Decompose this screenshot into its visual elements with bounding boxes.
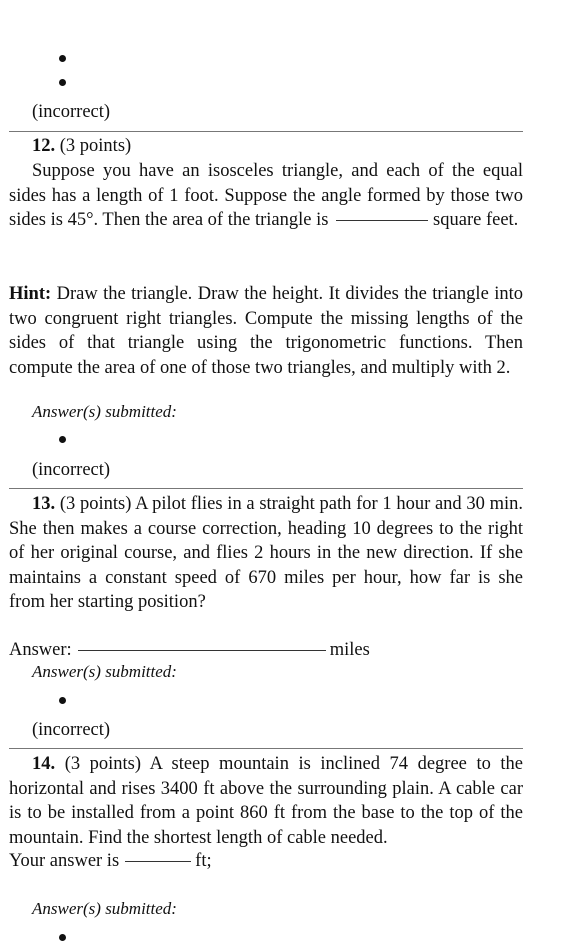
question-text — [9, 752, 523, 850]
question-header — [32, 134, 131, 159]
question-number: 13. — [32, 494, 56, 514]
status-text: (incorrect) — [32, 720, 111, 740]
list-bullet — [59, 436, 66, 443]
question-divider — [9, 131, 523, 132]
answer-blank[interactable] — [125, 860, 191, 862]
hint-block — [9, 282, 523, 380]
answer-unit: miles — [329, 640, 370, 660]
list-bullet — [59, 697, 66, 704]
question-body: A pilot flies in a straight path for 1 hour and 30 min. She then makes a course correction, heading 10 degrees to the right of her original course, and flies 2 hours in the new direction. If she maintains a constant speed of 670 miles per hour, how far is she from her starting position? — [9, 494, 524, 613]
answer-label: Answer: — [9, 640, 72, 660]
answer-row — [9, 849, 212, 874]
hint-label: Hint: — [9, 284, 52, 304]
question-divider — [9, 488, 523, 489]
answer-prefix: Your answer is — [9, 851, 120, 871]
answer-row — [9, 638, 370, 663]
list-bullet — [59, 79, 66, 86]
question-points: (3 points) — [59, 494, 132, 514]
question-text — [9, 492, 523, 615]
status-text: (incorrect) — [32, 460, 111, 480]
answer-blank[interactable] — [336, 219, 428, 221]
question-points: (3 points) — [59, 136, 132, 156]
submitted-label: Answer(s) submitted: — [32, 402, 177, 421]
question-body: A steep mountain is inclined 74 degree to the horizontal and rises 3400 ft above the surrounding plain. A cable car is to be installed from a point 860 ft from the base to the top of the mountain. Find the shortest length of cable needed. — [9, 754, 523, 848]
question-number: 12. — [32, 136, 56, 156]
status-text: (incorrect) — [32, 102, 111, 122]
submitted-label: Answer(s) submitted: — [32, 662, 177, 681]
question-body: Suppose you have an isosceles triangle, and each of the equal sides has a length of 1 foot. Suppose the angle formed by those two sides is 45°. Then the area of the triangle is — [9, 161, 523, 231]
submitted-label: Answer(s) submitted: — [32, 899, 177, 918]
list-bullet — [59, 55, 66, 62]
answer-blank[interactable] — [78, 649, 326, 651]
answer-unit: ft; — [195, 851, 212, 871]
question-body-end: square feet. — [433, 210, 519, 231]
question-divider — [9, 748, 523, 749]
hint-text: Draw the triangle. Draw the height. It divides the triangle into two congruent right triangles. Compute the missing lengths of the sides of that triangle using the trigonometric functions. Then compute the area of one of those two triangles, and multiply with 2. — [9, 284, 524, 378]
question-text — [9, 159, 523, 233]
question-number: 14. — [32, 754, 56, 774]
list-bullet — [59, 934, 66, 941]
question-points: (3 points) — [64, 754, 142, 774]
